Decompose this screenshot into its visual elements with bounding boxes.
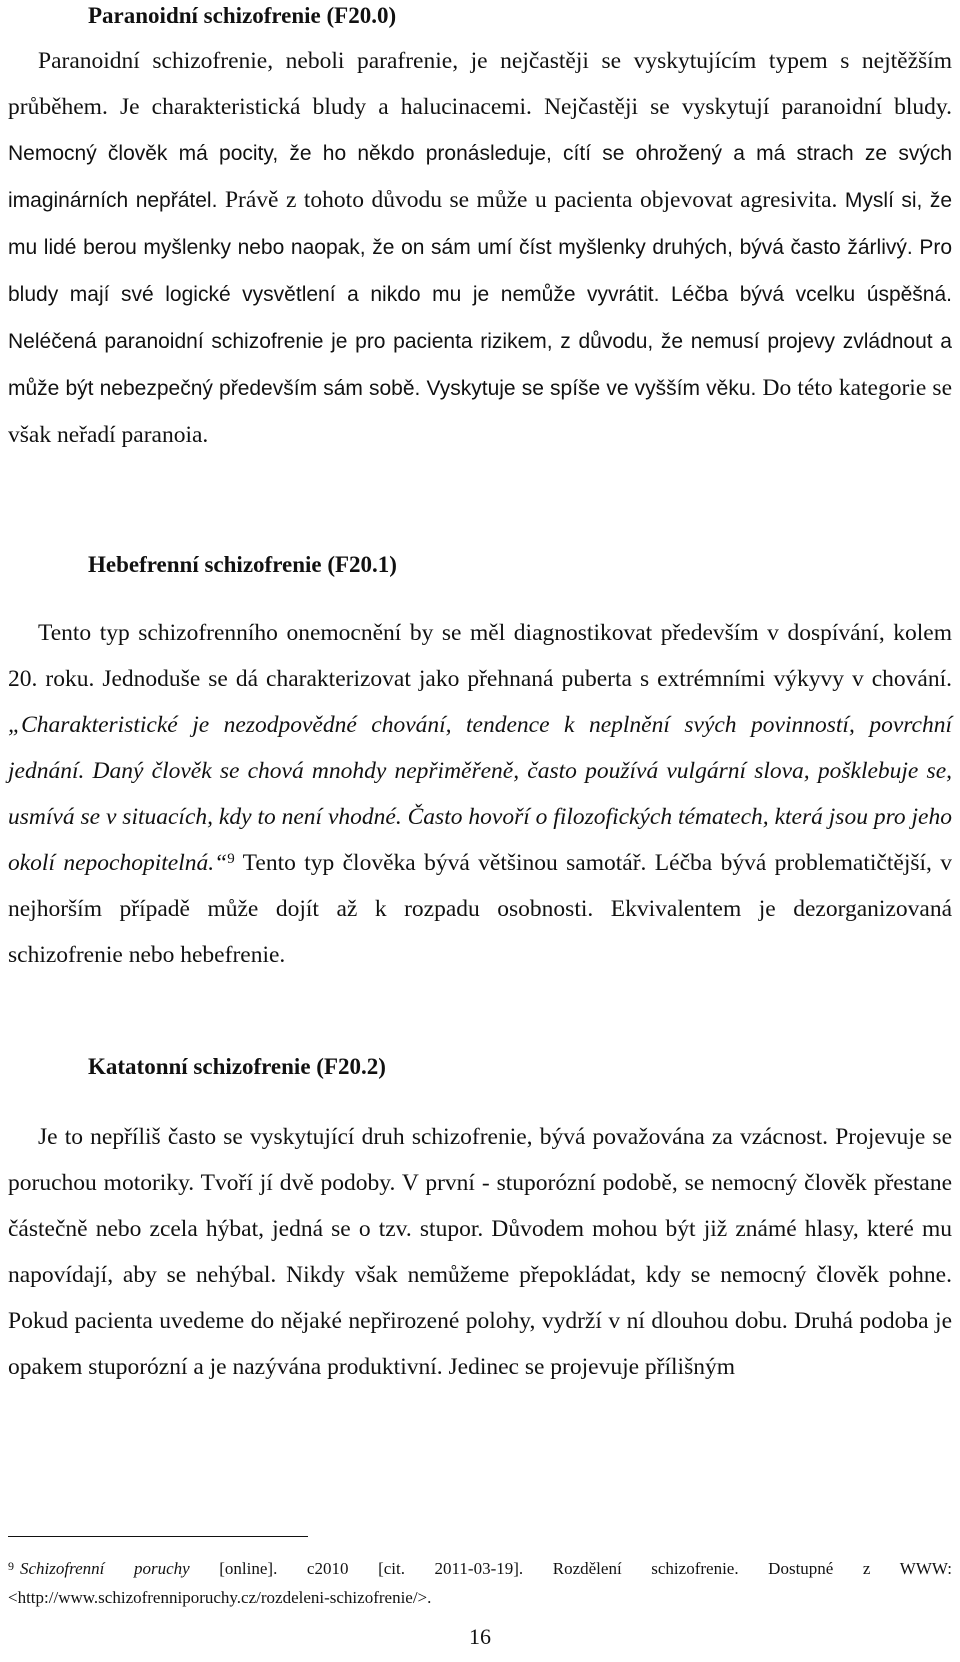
page-number: 16 (469, 1624, 491, 1649)
paragraph-hebephrenic (8, 610, 952, 978)
section-heading-catatonic: Katatonní schizofrenie (F20.2) (88, 1054, 386, 1079)
paragraph-hebephrenic-part1: Tento typ schizofrenního onemocnění by se měl diagnostikovat především v dospívání, kolem 20. roku. Jednoduše se dá charakterizovat jako přehnaná puberta s extrémními výkyvy v chování. (8, 620, 952, 692)
paragraph-paranoid (8, 38, 952, 458)
footnote-number: 9 (8, 1559, 14, 1573)
footnote-reference: 9 (227, 851, 235, 867)
paragraph-catatonic: Je to nepříliš často se vyskytující druh schizofrenie, bývá považována za vzácnost. Projevuje se poruchou motoriky. Tvoří jí dvě podoby. V první - stuporózní podobě, se nemocný člověk přestane částečně nebo zcela hýbat, jedná se o tzv. stupor. Důvodem mohou být již známé hlasy, které mu napovídají, aby se nehýbal. Nikdy však nemůžeme přepokládat, kdy se nemocný člověk pohne. Pokud pacienta uvedeme do nějaké nepřirozené polohy, vydrží v ní dlouhou dobu. Druhá podoba je opakem stuporózní a je nazývána produktivní. Jedinec se projevuje přílišným (8, 1124, 952, 1380)
footnote (8, 1554, 952, 1612)
footnote-text: [online]. c2010 [cit. 2011-03-19]. Rozdělení schizofrenie. Dostupné z WWW: <http://www.schizofrenniporuchy.cz/rozdeleni-schizofrenie/>. (8, 1559, 952, 1607)
paragraph-paranoid-part1: Paranoidní schizofrenie, neboli parafrenie, je nejčastěji se vyskytujícím typem s nejtěžším průběhem. Je charakteristická bludy a halucinacemi. Nejčastěji se vyskytují paranoidní bludy. (8, 48, 952, 120)
footnote-separator (8, 1536, 308, 1537)
section-heading-paranoid: Paranoidní schizofrenie (F20.0) (88, 3, 397, 28)
paragraph-hebephrenic-part2: Tento typ člověka bývá většinou samotář. Léčba bývá problematičtější, v nejhorším případě může dojít až k rozpadu osobnosti. Ekvivalentem je dezorganizovaná schizofrenie nebo hebefrenie. (8, 850, 953, 968)
paragraph-paranoid-part3: Právě z tohoto důvodu se může u pacienta objevovat agresivita. (224, 187, 838, 213)
paragraph-paranoid-part5: Do této kategorie se však neřadí paranoia. (8, 375, 952, 448)
paragraph-hebephrenic-quote: „Charakteristické je nezodpovědné chování, tendence k neplnění svých povinností, povrchní jednání. Daný člověk se chová mnohdy nepřiměřeně, často používá vulgární slova, pošklebuje se, usmívá se v situacích, kdy to není vhodné. Často hovoří o filozofických tématech, která jsou pro jeho okolí nepochopitelná.“ (8, 712, 952, 876)
paragraph-paranoid-part4: Myslí si, že mu lidé berou myšlenky nebo naopak, že on sám umí číst myšlenky druhých, bývá často žárlivý. Pro bludy mají své logické vysvětlení a nikdo mu je nemůže vyvrátit. Léčba bývá vcelku úspěšná. Neléčená paranoidní schizofrenie je pro pacienta rizikem, z důvodu, že nemusí projevy zvládnout a může být nebezpečný především sám sobě. Vyskytuje se spíše ve vyšším věku. (8, 189, 953, 400)
footnote-title: Schizofrenní poruchy (20, 1559, 190, 1578)
section-heading-hebephrenic: Hebefrenní schizofrenie (F20.1) (88, 552, 397, 577)
paragraph-paranoid-part2: Nemocný člověk má pocity, že ho někdo pronásleduje, cítí se ohrožený a má strach ze svých imaginárních nepřátel. (8, 142, 952, 212)
